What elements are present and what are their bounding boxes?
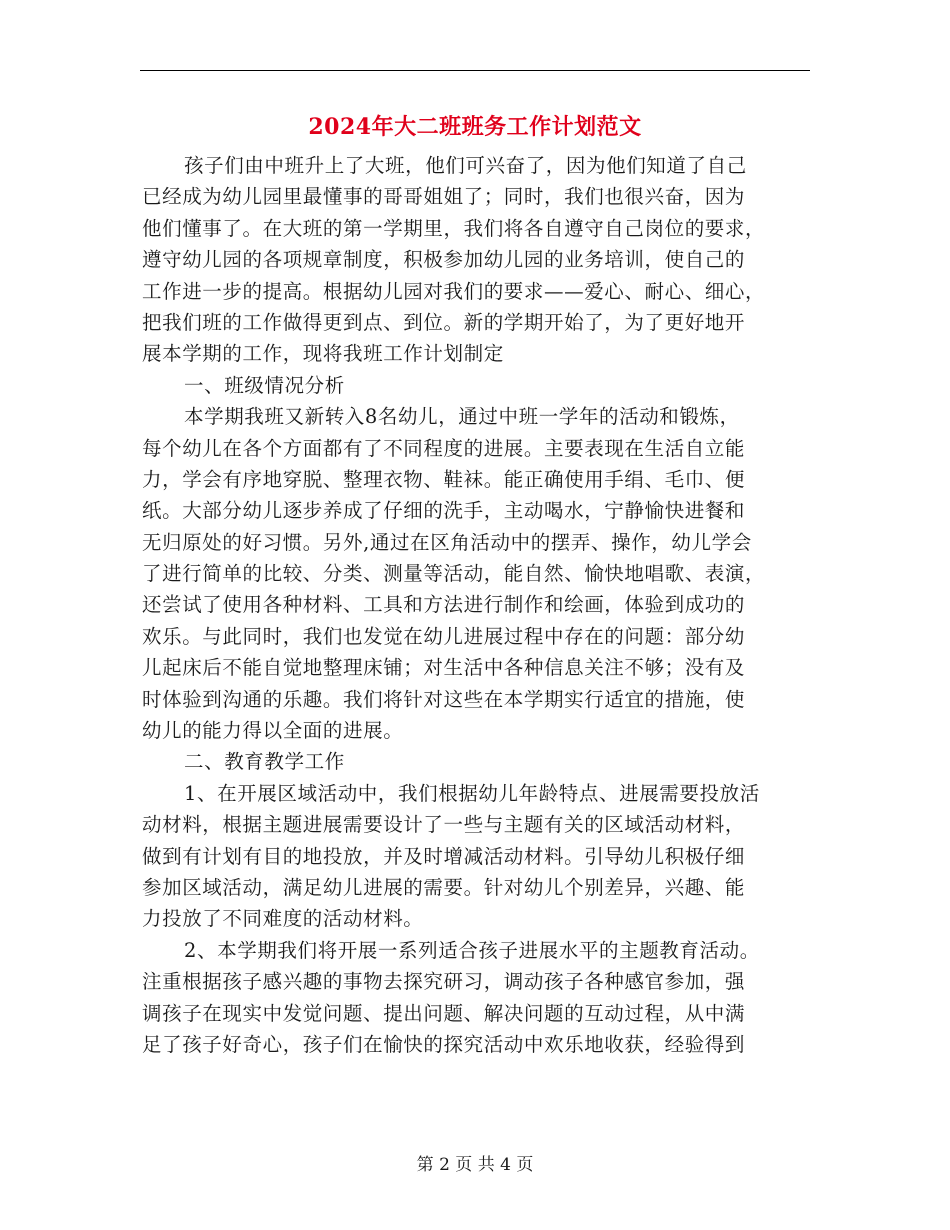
paragraph-line: 纸。大部分幼儿逐步养成了仔细的洗手，主动喝水，宁静愉快进餐和 bbox=[142, 499, 746, 523]
paragraph-line: 本学期我班又新转入8名幼儿，通过中班一学年的活动和锻炼， bbox=[184, 405, 740, 429]
paragraph-line: 力，学会有序地穿脱、整理衣物、鞋袜。能正确使用手绢、毛巾、便 bbox=[142, 467, 746, 491]
section-heading: 二、教育教学工作 bbox=[184, 750, 345, 774]
paragraph-line: 注重根据孩子感兴趣的事物去探究研习，调动孩子各种感官参加，强 bbox=[142, 970, 746, 994]
paragraph-line: 时体验到沟通的乐趣。我们将针对这些在本学期实行适宜的措施，使 bbox=[142, 687, 746, 711]
paragraph-line: 1、在开展区域活动中，我们根据幼儿年龄特点、进展需要投放活 bbox=[184, 781, 760, 805]
paragraph-line: 还尝试了使用各种材料、工具和方法进行制作和绘画，体验到成功的 bbox=[142, 593, 746, 617]
paragraph-line: 把我们班的工作做得更到点、到位。新的学期开始了，为了更好地开 bbox=[142, 310, 746, 334]
paragraph-line: 孩子们由中班升上了大班，他们可兴奋了，因为他们知道了自己 bbox=[184, 154, 747, 177]
paragraph-line: 他们懂事了。在大班的第一学期里，我们将各自遵守自己岗位的要求， bbox=[142, 216, 766, 240]
header-rule bbox=[140, 70, 810, 71]
paragraph-line: 欢乐。与此同时，我们也发觉在幼儿进展过程中存在的问题：部分幼 bbox=[142, 624, 746, 648]
paragraph-line: 力投放了不同难度的活动材料。 bbox=[142, 907, 424, 931]
paragraph-line: 展本学期的工作，现将我班工作计划制定 bbox=[142, 342, 504, 366]
paragraph-line: 做到有计划有目的地投放，并及时增减活动材料。引导幼儿积极仔细 bbox=[142, 844, 746, 868]
paragraph-line: 幼儿的能力得以全面的进展。 bbox=[142, 719, 404, 743]
document-title: 2024年大二班班务工作计划范文 bbox=[308, 114, 642, 140]
paragraph-line: 工作进一步的提高。根据幼儿园对我们的要求——爱心、耐心、细心， bbox=[142, 279, 766, 303]
paragraph-line: 了进行简单的比较、分类、测量等活动，能自然、愉快地唱歌、表演， bbox=[142, 562, 766, 586]
paragraph-line: 遵守幼儿园的各项规章制度，积极参加幼儿园的业务培训，使自己的 bbox=[142, 248, 746, 272]
paragraph-line: 参加区域活动，满足幼儿进展的需要。针对幼儿个别差异，兴趣、能 bbox=[142, 875, 746, 899]
paragraph-line: 每个幼儿在各个方面都有了不同程度的进展。主要表现在生活自立能 bbox=[142, 436, 746, 460]
paragraph-line: 无归原处的好习惯。另外,通过在区角活动中的摆弄、操作，幼儿学会 bbox=[142, 530, 752, 554]
paragraph-line: 2、本学期我们将开展一系列适合孩子进展水平的主题教育活动。 bbox=[184, 938, 760, 962]
section-heading: 一、班级情况分析 bbox=[184, 373, 345, 397]
paragraph-line: 调孩子在现实中发觉问题、提出问题、解决问题的互动过程，从中满 bbox=[142, 1001, 746, 1025]
document-body bbox=[142, 150, 812, 1060]
page-number: 第 2 页 共 4 页 bbox=[416, 1155, 534, 1175]
paragraph-line: 已经成为幼儿园里最懂事的哥哥姐姐了；同时，我们也很兴奋，因为 bbox=[142, 185, 746, 209]
paragraph-line: 动材料，根据主题进展需要设计了一些与主题有关的区域活动材料， bbox=[142, 813, 746, 837]
paragraph-line: 足了孩子好奇心，孩子们在愉快的探究活动中欢乐地收获，经验得到 bbox=[142, 1032, 746, 1056]
paragraph-line: 儿起床后不能自觉地整理床铺；对生活中各种信息关注不够；没有及 bbox=[142, 656, 746, 680]
